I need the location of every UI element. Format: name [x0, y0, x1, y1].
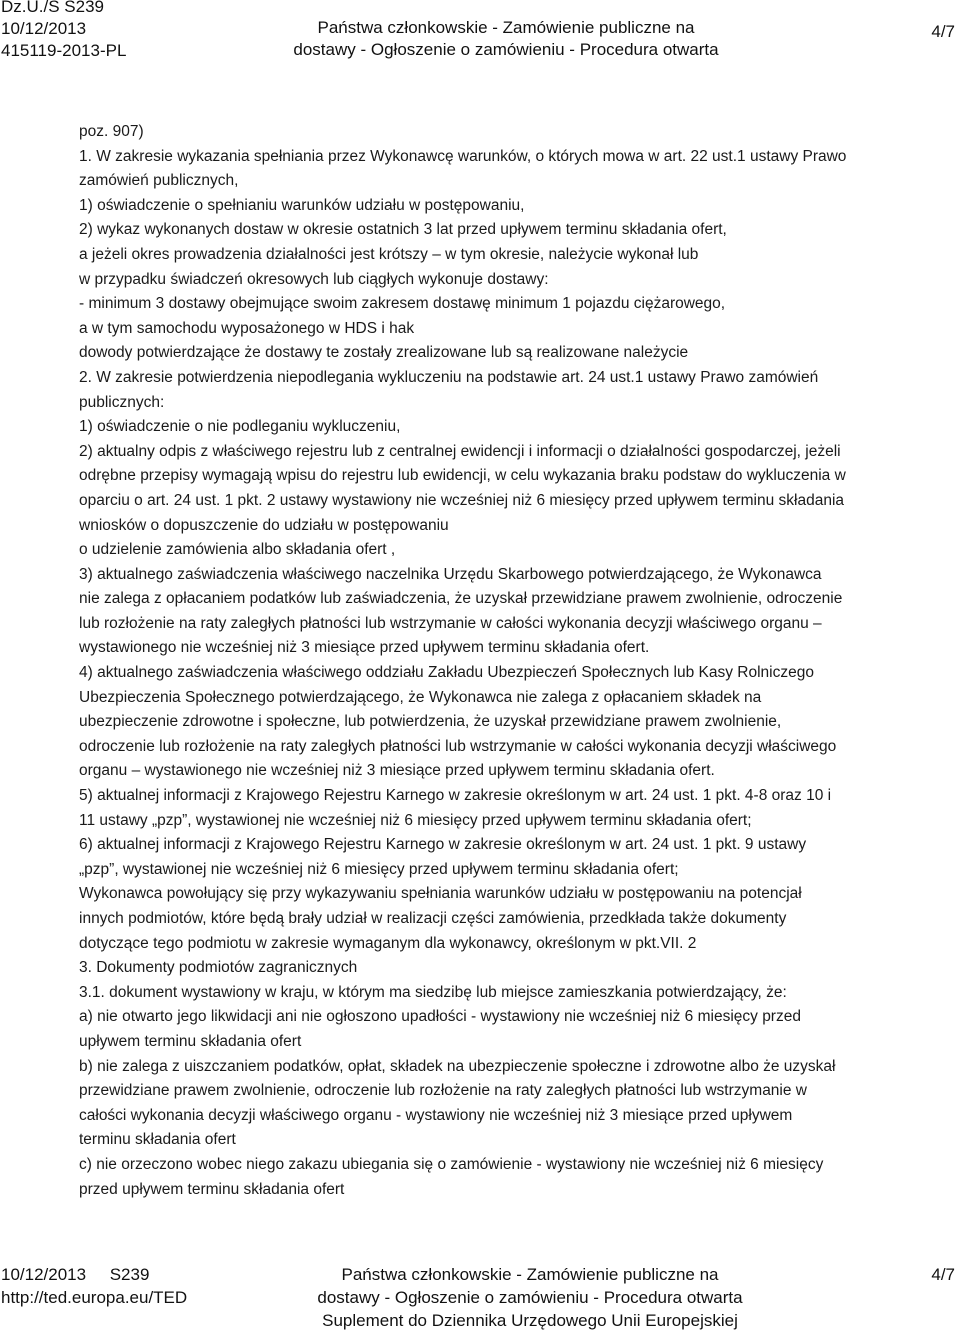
body-line: 6) aktualnej informacji z Krajowego Rejestru Karnego w zakresie określonym w art. 24 ust. 1 pkt. 9 ustawy — [79, 836, 807, 854]
body-line: nie zalega z opłacaniem podatków lub zaświadczenia, że uzyskał przewidziane prawem zwolnienie, odroczenie — [79, 590, 843, 608]
body-line: b) nie zalega z uiszczaniem podatków, opłat, składek na ubezpieczenie społeczne i zdrowotne albo że uzyskał — [79, 1057, 836, 1075]
body-line: lub rozłożenie na raty zaległych płatności lub wstrzymanie w całości wykonania decyzji właściwego organu – — [79, 614, 822, 632]
header-left — [1, 0, 126, 62]
notice-number: 415119-2013-PL — [1, 41, 127, 60]
body-line: 3. Dokumenty podmiotów zagranicznych — [79, 959, 358, 977]
body-line: a w tym samochodu wyposażonego w HDS i hak — [79, 319, 415, 337]
body-line: publicznych: — [79, 393, 165, 411]
footer-date-issue: 10/12/2013 S239 — [1, 1265, 150, 1284]
footer-supplement: Suplement do Dziennika Urzędowego Unii Europejskiej — [322, 1311, 738, 1330]
body-line: całości wykonania decyzji właściwego organu - wystawiony nie wcześniej niż 3 miesiące przed upływem — [79, 1106, 793, 1124]
body-line: 5) aktualnej informacji z Krajowego Rejestru Karnego w zakresie określonym w art. 24 ust. 1 pkt. 4-8 oraz 10 i — [79, 787, 832, 805]
document-body — [79, 120, 955, 1202]
body-line: a) nie otwarto jego likwidacji ani nie ogłoszono upadłości - wystawiony nie wcześniej niż 6 miesięcy przed — [79, 1008, 801, 1026]
body-line: ubezpieczenie zdrowotne i społeczne, lub potwierdzenia, że uzyskał przewidziane prawem zwolnienie, — [79, 713, 782, 731]
body-line: terminu składania ofert — [79, 1131, 236, 1149]
body-line: „pzp”, wystawionej nie wcześniej niż 6 miesięcy przed upływem terminu składania ofert; — [79, 860, 679, 878]
body-line: c) nie orzeczono wobec niego zakazu ubiegania się o zamówienie - wystawiony nie wcześniej niż 6 miesięcy — [79, 1155, 824, 1173]
body-line: wniosków o dopuszczenie do udziału w postępowaniu — [79, 516, 449, 534]
body-line: 4) aktualnego zaświadczenia właściwego oddziału Zakładu Ubezpieczeń Społecznych lub Kasy Rolniczego — [79, 664, 814, 682]
header-title-line-1: Państwa członkowskie - Zamówienie publiczne na — [317, 18, 695, 37]
body-line: odroczenie lub rozłożenie na raty zaległych płatności lub wstrzymanie w całości wykonania decyzji właściwego — [79, 737, 837, 755]
footer-title — [317, 1263, 742, 1332]
footer-url: http://ted.europa.eu/TED — [1, 1288, 188, 1307]
body-line: Ubezpieczenia Społecznego potwierdzającego, że Wykonawca nie zalega z opłacaniem składek na — [79, 688, 762, 706]
header-page-number: 4/7 — [931, 22, 955, 41]
body-line: 2) aktualny odpis z właściwego rejestru lub z centralnej ewidencji i informacji o działalności gospodarczej, jeżeli — [79, 442, 841, 460]
journal-ref: Dz.U./S S239 — [1, 0, 104, 16]
body-line: a jeżeli okres prowadzenia działalności jest krótszy – w tym okresie, należycie wykonał lub — [79, 245, 699, 263]
body-line: 1) oświadczenie o spełnianiu warunków udziału w postępowaniu, — [79, 196, 525, 214]
footer-title-line-1: Państwa członkowskie - Zamówienie publiczne na — [341, 1265, 719, 1284]
body-line: przewidziane prawem zwolnienie, odroczenie lub rozłożenie na raty zaległych płatności lub wstrzymanie w — [79, 1082, 807, 1100]
body-line: - minimum 3 dostawy obejmujące swoim zakresem dostawę minimum 1 pojazdu ciężarowego, — [79, 295, 726, 313]
body-line: Wykonawca powołujący się przy wykazywaniu spełniania warunków udziału w postępowaniu na potencjał — [79, 885, 802, 903]
body-line: o udzielenie zamówienia albo składania ofert , — [79, 541, 396, 559]
body-line: poz. 907) — [79, 123, 144, 140]
body-line: organu – wystawionego nie wcześniej niż 3 miesiące przed upływem terminu składania ofert. — [79, 762, 715, 780]
body-line: 1) oświadczenie o nie podleganiu wykluczeniu, — [79, 418, 401, 436]
body-line: dowody potwierdzające że dostawy te zostały zrealizowane lub są realizowane należycie — [79, 344, 689, 362]
header-date: 10/12/2013 — [1, 19, 87, 38]
body-line: 2) wykaz wykonanych dostaw w okresie ostatnich 3 lat przed upływem terminu składania ofert, — [79, 221, 727, 239]
header-title — [293, 17, 718, 61]
body-line: zamówień publicznych, — [79, 172, 239, 190]
body-line: 1. W zakresie wykazania spełniania przez Wykonawcę warunków, o których mowa w art. 22 ust.1 ustawy Prawo — [79, 147, 847, 165]
body-line: 3.1. dokument wystawiony w kraju, w którym ma siedzibę lub miejsce zamieszkania potwierdzający, że: — [79, 983, 787, 1001]
body-line: upływem terminu składania ofert — [79, 1032, 302, 1050]
body-line: 3) aktualnego zaświadczenia właściwego naczelnika Urzędu Skarbowego potwierdzającego, że Wykonawca — [79, 565, 822, 583]
body-line: wystawionego nie wcześniej niż 3 miesiące przed upływem terminu składania ofert. — [79, 639, 650, 657]
body-line: przed upływem terminu składania ofert — [79, 1180, 345, 1198]
header-title-line-2: dostawy - Ogłoszenie o zamówieniu - Procedura otwarta — [293, 40, 719, 59]
body-line: 11 ustawy „pzp”, wystawionej nie wcześniej niż 6 miesięcy przed upływem terminu składania ofert; — [79, 811, 752, 829]
footer-title-line-2: dostawy - Ogłoszenie o zamówieniu - Procedura otwarta — [317, 1288, 743, 1307]
body-line: innych podmiotów, które będą brały udział w realizacji części zamówienia, przedkłada także dokumenty — [79, 910, 787, 927]
body-line: w przypadku świadczeń okresowych lub ciągłych wykonuje dostawy: — [79, 270, 549, 288]
footer-page-number: 4/7 — [931, 1265, 955, 1284]
body-line: 2. W zakresie potwierdzenia niepodlegania wykluczeniu na podstawie art. 24 ust.1 ustawy Prawo zamówień — [79, 368, 819, 386]
body-line: oparciu o art. 24 ust. 1 pkt. 2 ustawy wystawiony nie wcześniej niż 6 miesięcy przed upływem terminu składania — [79, 491, 845, 509]
body-line: dotyczące tego podmiotu w zakresie wymaganym dla wykonawcy, określonym w pkt.VII. 2 — [79, 934, 697, 952]
body-line: odrębne przepisy wymagają wpisu do rejestru lub ewidencji, w celu wykazania braku podstaw do wykluczenia w — [79, 467, 846, 485]
footer-left — [1, 1263, 187, 1309]
